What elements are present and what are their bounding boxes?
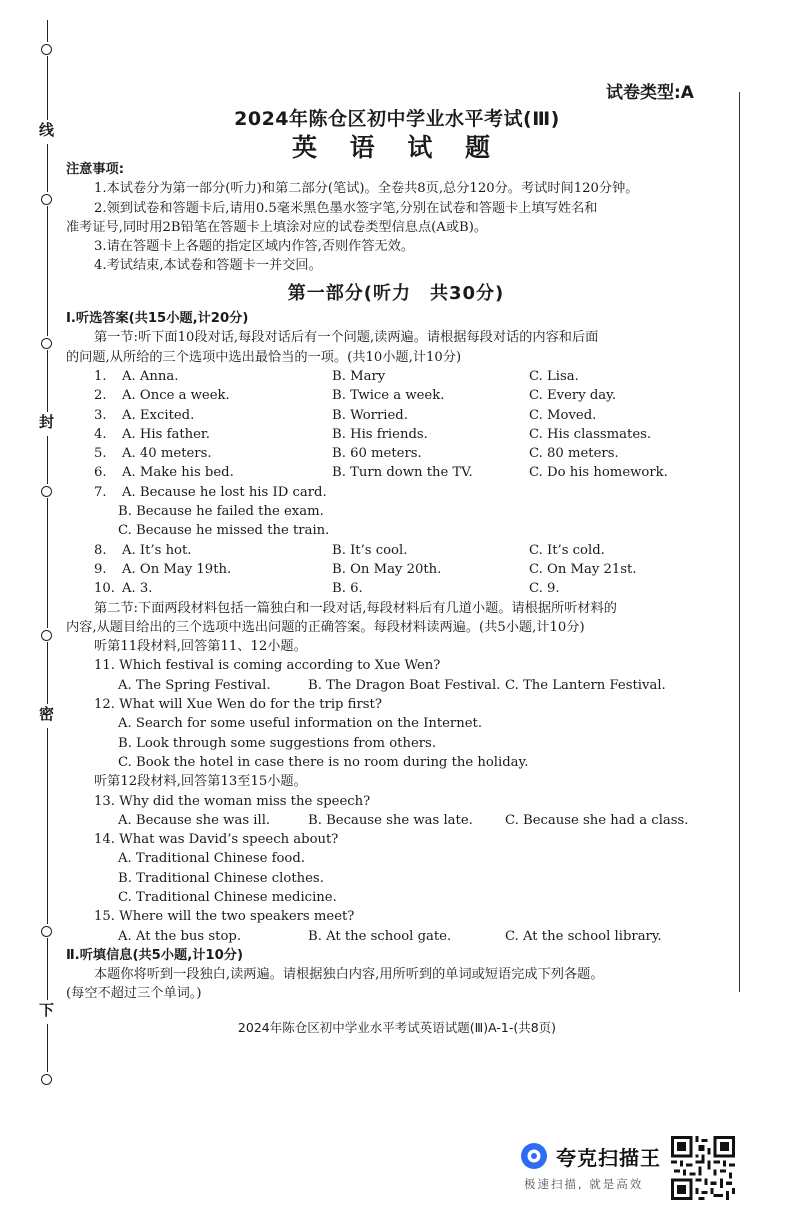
exam-content [66,160,726,1004]
option-a: A. Anna. [122,368,179,384]
option-c: C. At the school library. [505,928,662,944]
question-row [66,444,726,463]
option-c: C. Lisa. [529,368,579,384]
option-b: B. Turn down the TV. [332,465,473,481]
option-b: B. It’s cool. [332,542,408,558]
option-a: A. Make his bed. [122,465,234,481]
option-a: A. At the bus stop. [118,928,242,944]
question-number: 7. [94,484,107,500]
binding-word-secret: 密 [37,706,55,721]
material-note: 听第11段材料,回答第11、12小题。 [94,639,307,655]
option-a: A. 40 meters. [122,446,212,462]
note-item: 4.考试结束,本试卷和答题卡一并交回。 [94,258,322,274]
option-a: A. Because she was ill. [118,812,271,828]
binding-word-line: 线 [37,122,55,137]
question-number: 6. [94,465,107,481]
question-number: 4. [94,426,107,442]
part1-title: 第一部分(听力 共30分) [287,282,505,304]
option-b: B. Mary [332,368,386,384]
instruction-line: (每空不超过三个单词。) [66,986,202,1002]
right-margin-rule [739,92,740,992]
note-item: 准考证号,同时用2B铅笔在答题卡上填涂对应的试卷类型信息点(A或B)。 [66,219,488,235]
qr-code-icon [671,1136,735,1200]
binding-word-below: 下 [37,1002,55,1017]
option-a: A. It’s hot. [122,542,192,558]
binding-line [47,20,48,42]
question-stem: 15. Where will the two speakers meet? [94,909,355,925]
scanner-brand-name: 夸克扫描王 [556,1146,661,1170]
option-b: B. Worried. [332,407,408,423]
option-b: B. Traditional Chinese clothes. [118,870,324,886]
page-footer: 2024年陈仓区初中学业水平考试英语试题(Ⅲ)A-1-(共8页) [237,1020,557,1035]
binding-word-seal: 封 [37,414,55,429]
question-number: 5. [94,446,107,462]
option-b: B. His friends. [332,426,428,442]
binding-hole [41,1074,52,1085]
option-c: C. It’s cold. [529,542,605,558]
question-number: 10. [94,581,115,597]
option-c: C. Moved. [529,407,597,423]
option-c: C. His classmates. [529,426,652,442]
option-c: C. Traditional Chinese medicine. [118,889,337,905]
question-number: 1. [94,368,107,384]
question-options [66,927,726,946]
question-row [66,463,726,482]
instruction-line: 第一节:听下面10段对话,每段对话后有一个问题,读两遍。请根据每段对话的内容和后面 [94,330,599,346]
scanner-logo-icon [520,1142,548,1170]
question-row [66,579,726,598]
paper-type: 试卷类型:A [606,83,694,103]
question-row [66,425,726,444]
instruction-line: 内容,从题目给出的三个选项中选出问题的正确答案。每段材料读两遍。(共5小题,计10分) [66,619,585,635]
option-b: B. On May 20th. [332,561,442,577]
option-c: C. Every day. [529,388,617,404]
option-c: C. Because she had a class. [505,812,689,828]
instruction-line: 第二节:下面两段材料包括一篇独白和一段对话,每段材料后有几道小题。请根据所听材料的 [94,600,617,616]
question-stem: 14. What was David’s speech about? [94,832,339,848]
note-item: 3.请在答题卡上各题的指定区域内作答,否则作答无效。 [94,239,415,255]
option-b: B. 60 meters. [332,446,422,462]
binding-line [47,350,48,412]
binding-line [47,938,48,1000]
option-b: B. 6. [332,581,363,597]
option-c: C. On May 21st. [529,561,637,577]
question-row [66,367,726,386]
binding-hole [41,194,52,205]
option-b: B. Look through some suggestions from others. [118,735,437,751]
question-row [66,386,726,405]
instruction-line: 本题你将听到一段独白,读两遍。请根据独白内容,用所听到的单词或短语完成下列各题。 [94,967,604,983]
option-a: A. Traditional Chinese food. [118,851,306,867]
instruction-line: 的问题,从所给的三个选项中选出最恰当的一项。(共10小题,计10分) [66,349,462,365]
option-b: B. The Dragon Boat Festival. [308,677,501,693]
binding-line [47,498,48,628]
option-c: C. Do his homework. [529,465,668,481]
question-number: 3. [94,407,107,423]
note-item: 1.本试卷分为第一部分(听力)和第二部分(笔试)。全卷共8页,总分120分。考试时间120分钟。 [94,181,639,197]
binding-hole [41,630,52,641]
material-note: 听第12段材料,回答第13至15小题。 [94,774,307,790]
binding-hole [41,44,52,55]
question-number: 2. [94,388,107,404]
option-c: C. 80 meters. [529,446,619,462]
question-row [66,541,726,560]
question-number: 9. [94,561,107,577]
question-options [66,811,726,830]
option-b: B. At the school gate. [308,928,452,944]
option-c: C. Book the hotel in case there is no room during the holiday. [118,754,529,770]
option-a: A. Because he lost his ID card. [122,484,327,500]
notes-heading: 注意事项: [66,162,125,177]
option-c: C. Because he missed the train. [118,523,330,539]
note-item: 2.领到试卷和答题卡后,请用0.5毫米黑色墨水签字笔,分别在试卷和答题卡上填写姓名和 [94,200,598,216]
option-a: A. 3. [122,581,153,597]
option-c: C. 9. [529,581,560,597]
question-stem: 13. Why did the woman miss the speech? [94,793,371,809]
binding-line [47,206,48,336]
question-row [66,406,726,425]
scanner-slogan: 极速扫描, 就是高效 [524,1177,644,1191]
option-b: B. Because he failed the exam. [118,504,324,520]
question-number: 8. [94,542,107,558]
option-c: C. The Lantern Festival. [505,677,666,693]
binding-hole [41,486,52,497]
binding-line [47,728,48,924]
binding-hole [41,926,52,937]
section1-title: Ⅰ.听选答案(共15小题,计20分) [66,311,249,327]
question-options [66,676,726,695]
binding-line [47,642,48,704]
question-row [66,483,726,502]
option-a: A. Search for some useful information on the Internet. [118,716,483,732]
option-a: A. Once a week. [122,388,230,404]
question-stem: 11. Which festival is coming according to Xue Wen? [94,658,441,674]
option-b: B. Twice a week. [332,388,445,404]
question-stem: 12. What will Xue Wen do for the trip first? [94,697,382,713]
option-a: A. On May 19th. [122,561,232,577]
option-b: B. Because she was late. [308,812,473,828]
binding-margin [30,20,66,1100]
exam-title: 2024年陈仓区初中学业水平考试(Ⅲ) [234,108,560,130]
binding-hole [41,338,52,349]
question-row [66,560,726,579]
option-a: A. The Spring Festival. [118,677,271,693]
subject-title: 英 语 试 题 [291,133,503,162]
option-a: A. Excited. [122,407,195,423]
section2-title: Ⅱ.听填信息(共5小题,计10分) [66,947,243,963]
option-a: A. His father. [122,426,210,442]
binding-line [47,436,48,484]
